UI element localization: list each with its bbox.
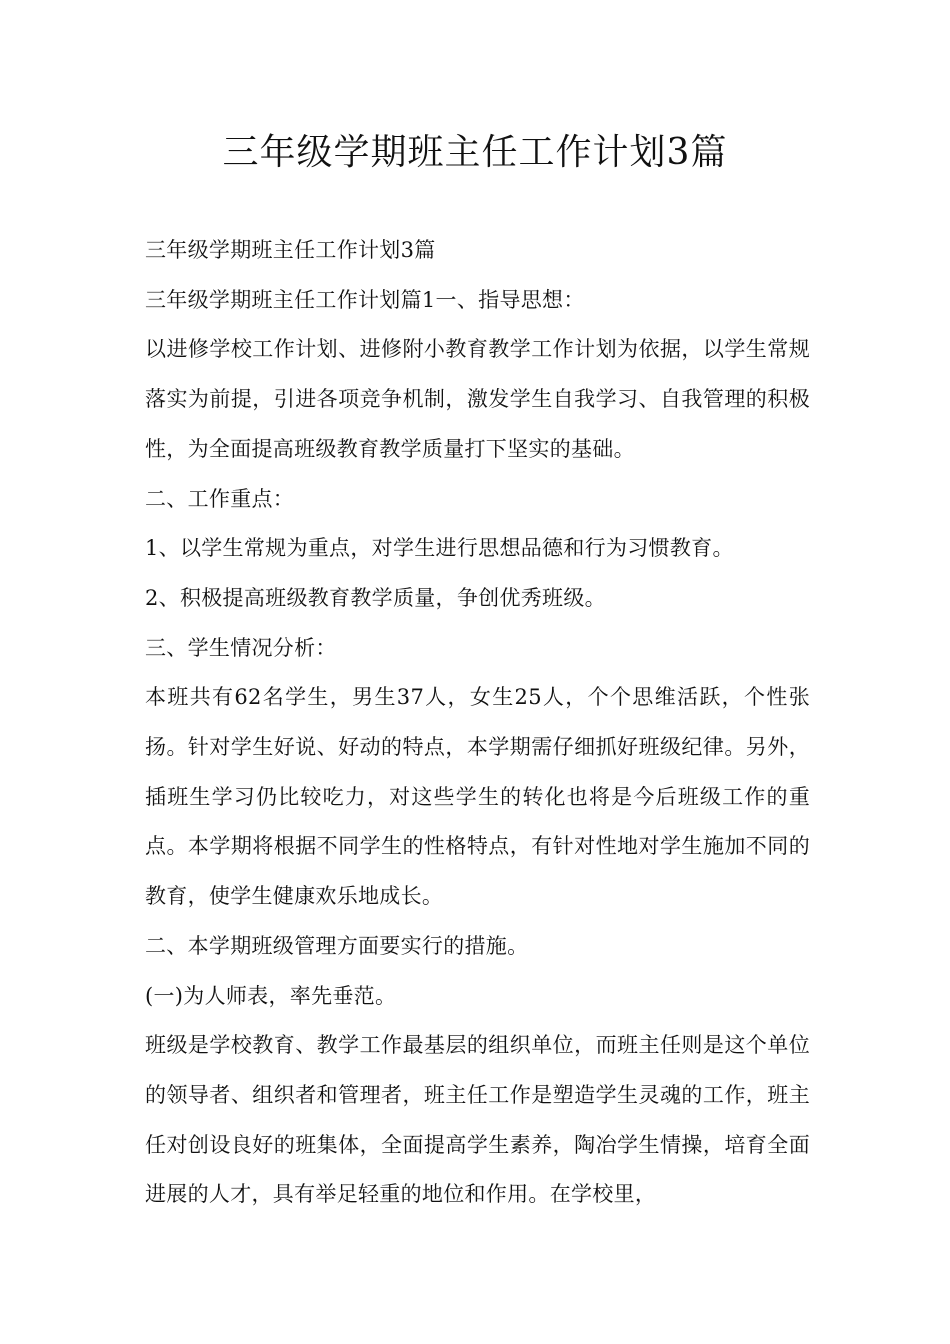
paragraph-measures-heading: 二、本学期班级管理方面要实行的措施。 <box>145 933 529 958</box>
paragraph-student-analysis: 本班共有62名学生，男生37人，女生25人，个个思维活跃，个性张扬。针对学生好说、好动的特点，本学期需仔细抓好班级纪律。另外，插班生学习仍比较吃力，对这些学生的转化也将是今后班级工作的重点。本学期将根据不同学生的性格特点，有针对性地对学生施加不同的教育，使学生健康欢乐地成长。 <box>145 685 810 909</box>
document-title: 三年级学期班主任工作计划3篇 <box>222 132 728 173</box>
paragraph-guiding-idea: 以进修学校工作计划、进修附小教育教学工作计划为依据，以学生常规落实为前提，引进各项竞争机制，激发学生自我学习、自我管理的积极性，为全面提高班级教育教学质量打下坚实的基础。 <box>145 337 810 461</box>
paragraph-work-focus-heading: 二、工作重点： <box>145 486 295 511</box>
paragraph-measure-1: 班级是学校教育、教学工作最基层的组织单位，而班主任则是这个单位的领导者、组织者和管理者，班主任工作是塑造学生灵魂的工作，班主任对创设良好的班集体，全面提高学生素养，陶冶学生情操，培育全面进展的人才，具有举足轻重的地位和作用。在学校里， <box>145 1033 810 1207</box>
paragraph-work-focus-1: 1、以学生常规为重点，对学生进行思想品德和行为习惯教育。 <box>145 536 734 561</box>
paragraph-student-analysis-heading: 三、学生情况分析： <box>145 635 337 660</box>
paragraph-work-focus-2: 2、积极提高班级教育教学质量，争创优秀班级。 <box>145 585 606 610</box>
paragraph-subtitle: 三年级学期班主任工作计划3篇 <box>145 238 436 262</box>
paragraph-guiding-idea-heading: 三年级学期班主任工作计划篇1一、指导思想： <box>145 287 585 312</box>
paragraph-measure-1-heading: (一)为人师表，率先垂范。 <box>145 983 397 1008</box>
document-body <box>145 226 810 1220</box>
